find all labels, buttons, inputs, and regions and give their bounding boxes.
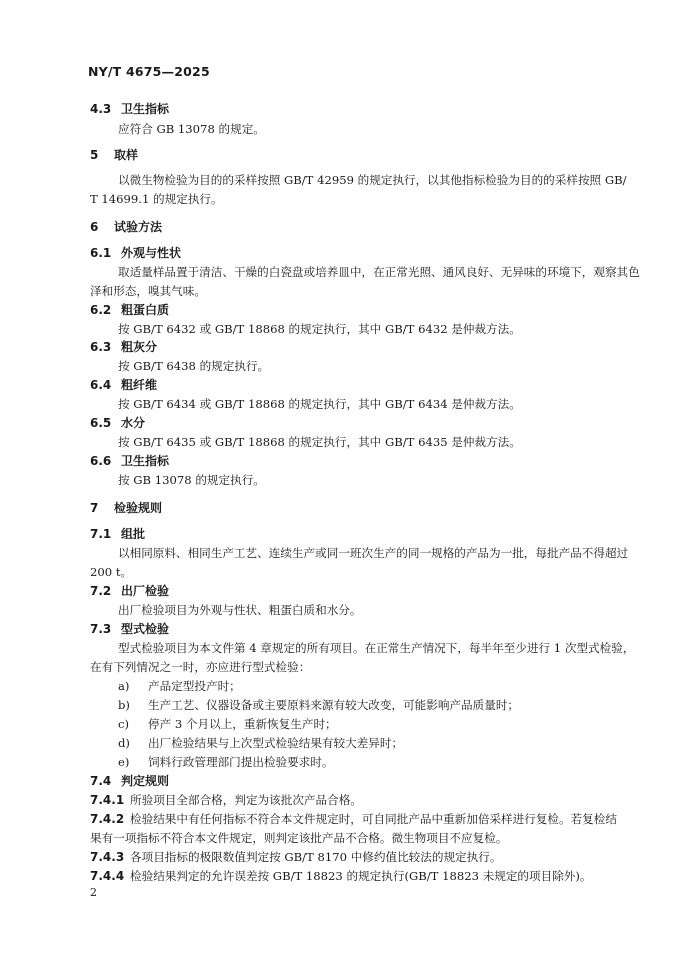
paragraph: 按 GB/T 6432 或 GB/T 18868 的规定执行，其中 GB/T 6432 是仲裁方法。 [118,322,521,336]
clause-7-4-2 [90,811,617,827]
list-item [118,716,337,732]
section-number: 6.3 [90,340,112,354]
heading-7-2 [90,583,169,599]
section-number: 5 [90,148,99,162]
section-number: 6 [90,220,99,234]
list-item-text: 饲料行政管理部门提出检验要求时。 [148,755,334,769]
section-title: 试验方法 [114,220,163,234]
heading-6-3 [90,339,157,355]
section-number: 7.2 [90,584,112,598]
list-item-label: e) [118,755,130,769]
clause-text: 检验结果中有任何指标不符合本文件规定时，可自同批产品中重新加倍采样进行复检。若复检结 [130,812,617,826]
heading-7-3 [90,621,169,637]
section-title: 取样 [114,148,139,162]
section-number: 7.4 [90,774,112,788]
document-code: NY/T 4675—2025 [88,64,210,79]
list-item-label: d) [118,736,130,750]
heading-7-4 [90,773,169,789]
section-number: 4.3 [90,102,112,116]
section-title: 粗纤维 [121,378,158,392]
section-title: 出厂检验 [121,584,170,598]
section-title: 组批 [121,527,146,541]
heading-6-1 [90,245,181,261]
paragraph: 果有一项指标不符合本文件规定，则判定该批产品不合格。微生物项目不应复检。 [90,831,508,845]
list-item-text: 产品定型投产时； [148,679,241,693]
clause-number: 7.4.3 [90,850,125,864]
clause-7-4-1 [90,792,362,808]
section-title: 检验规则 [114,501,163,515]
paragraph: 按 GB/T 6438 的规定执行。 [118,359,270,373]
section-title: 外观与性状 [121,246,182,260]
heading-7-1 [90,526,145,542]
section-number: 7.1 [90,527,112,541]
list-item [118,697,519,713]
clause-text: 所验项目全部合格，判定为该批次产品合格。 [130,793,362,807]
paragraph: 以微生物检验为目的的采样按照 GB/T 42959 的规定执行，以其他指标检验为目的的采样按照 GB/ [118,173,627,187]
page-number: 2 [90,886,97,899]
list-item-text: 生产工艺、仪器设备或主要原料来源有较大改变，可能影响产品质量时； [148,698,520,712]
paragraph: T 14699.1 的规定执行。 [90,192,223,206]
paragraph: 泽和形态，嗅其气味。 [90,284,206,298]
clause-text: 检验结果判定的允许误差按 GB/T 18823 的规定执行(GB/T 18823 未规定的项目除外)。 [130,869,592,883]
clause-number: 7.4.2 [90,812,125,826]
heading-7 [90,500,162,516]
paragraph: 出厂检验项目为外观与性状、粗蛋白质和水分。 [118,603,362,617]
paragraph: 以相同原料、相同生产工艺、连续生产或同一班次生产的同一规格的产品为一批，每批产品不得超过 [118,546,629,560]
paragraph: 按 GB 13078 的规定执行。 [118,473,265,487]
section-title: 粗灰分 [121,340,158,354]
clause-number: 7.4.4 [90,869,125,883]
list-item-text: 停产 3 个月以上，重新恢复生产时； [148,717,337,731]
section-number: 6.2 [90,303,112,317]
paragraph: 在有下列情况之一时，亦应进行型式检验： [90,660,311,674]
section-number: 7.3 [90,622,112,636]
list-item [118,678,241,694]
paragraph: 取适量样品置于清洁、干燥的白瓷盘或培养皿中，在正常光照、通风良好、无异味的环境下，观察其色 [118,265,640,279]
section-title: 卫生指标 [121,454,170,468]
list-item-label: b) [118,698,130,712]
heading-6-6 [90,453,169,469]
section-title: 判定规则 [121,774,170,788]
list-item [118,754,334,770]
section-title: 卫生指标 [121,102,170,116]
heading-6 [90,219,162,235]
clause-text: 各项目指标的极限数值判定按 GB/T 8170 中修约值比较法的规定执行。 [130,850,502,864]
heading-6-5 [90,415,145,431]
paragraph: 按 GB/T 6434 或 GB/T 18868 的规定执行，其中 GB/T 6434 是仲裁方法。 [118,397,521,411]
paragraph: 按 GB/T 6435 或 GB/T 18868 的规定执行，其中 GB/T 6435 是仲裁方法。 [118,435,521,449]
heading-6-2 [90,302,169,318]
section-number: 6.4 [90,378,112,392]
heading-5 [90,147,138,163]
section-number: 6.6 [90,454,112,468]
list-item-label: a) [118,679,130,693]
section-title: 水分 [121,416,146,430]
paragraph: 应符合 GB 13078 的规定。 [118,122,265,136]
section-number: 7 [90,501,99,515]
paragraph: 200 t。 [90,565,133,579]
clause-7-4-4 [90,868,592,884]
paragraph: 型式检验项目为本文件第 4 章规定的所有项目。在正常生产情况下，每半年至少进行 1 次型式检验， [118,641,635,655]
heading-6-4 [90,377,157,393]
list-item [118,735,403,751]
heading-4-3 [90,101,169,117]
section-number: 6.5 [90,416,112,430]
section-number: 6.1 [90,246,112,260]
section-title: 型式检验 [121,622,170,636]
list-item-label: c) [118,717,130,731]
section-title: 粗蛋白质 [121,303,170,317]
list-item-text: 出厂检验结果与上次型式检验结果有较大差异时； [148,736,404,750]
clause-number: 7.4.1 [90,793,125,807]
clause-7-4-3 [90,849,501,865]
